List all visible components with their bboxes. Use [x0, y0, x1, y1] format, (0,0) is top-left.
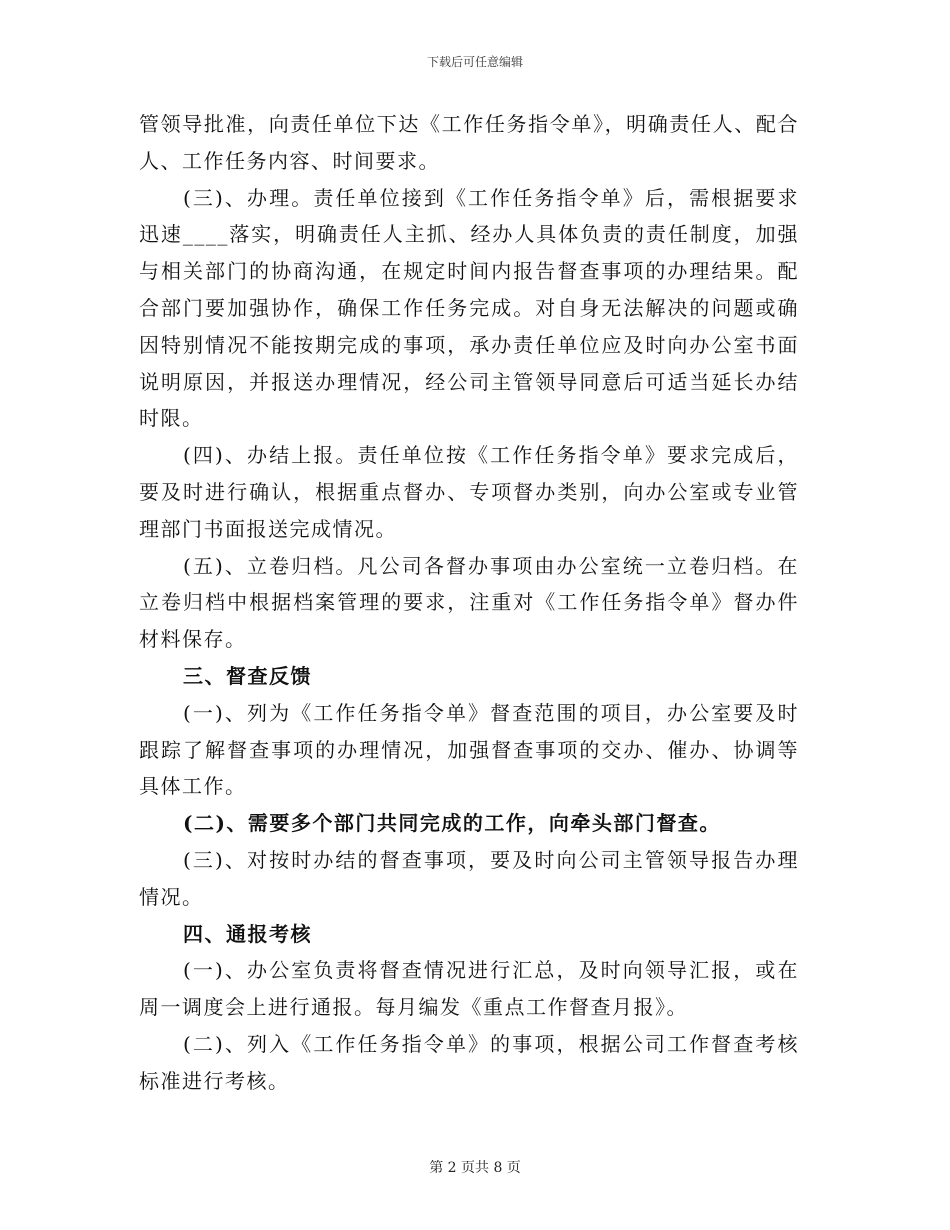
paragraph-completion-report: (四)、办结上报。责任单位按《工作任务指令单》要求完成后，要及时进行确认，根据重点督办、专项督办类别，向办公室或专业管理部门书面报送完成情况。: [139, 443, 799, 541]
section-heading-supervision-feedback: 三、督查反馈: [183, 663, 312, 688]
paragraph-archiving: (五)、立卷归档。凡公司各督办事项由办公室统一立卷归档。在立卷归档中根据档案管理的要求，注重对《工作任务指令单》督办件材料保存。: [139, 553, 799, 652]
paragraph-continuation: 管领导批准，向责任单位下达《工作任务指令单》，明确责任人、配合人、工作任务内容、时间要求。: [139, 112, 799, 173]
page-number: 第 2 页共 8 页: [429, 1160, 521, 1176]
paragraph-feedback-1: (一)、列为《工作任务指令单》督查范围的项目，办公室要及时跟踪了解督查事项的办理情况，加强督查事项的交办、催办、协调等具体工作。: [139, 700, 799, 799]
paragraph-feedback-3: (三)、对按时办结的督查事项，要及时向公司主管领导报告办理情况。: [139, 847, 799, 909]
paragraph-assessment-1: (一)、办公室负责将督查情况进行汇总，及时向领导汇报，或在周一调度会上进行通报。每月编发《重点工作督查月报》。: [139, 958, 799, 1020]
paragraph-feedback-2: (二)、需要多个部门共同完成的工作，向牵头部门督查。: [183, 811, 721, 836]
section-heading-notification-assessment: 四、通报考核: [183, 921, 312, 946]
paragraph-assessment-2: (二)、列入《工作任务指令单》的事项，根据公司工作督查考核标准进行考核。: [139, 1031, 799, 1093]
page-header: 下载后可任意编辑: [426, 55, 523, 69]
paragraph-handling: (三)、办理。责任单位接到《工作任务指令单》后，需根据要求迅速____落实，明确责任人主抓、经办人具体负责的责任制度，加强与相关部门的协商沟通，在规定时间内报告督查事项的办理结果。配合部门要加强协作，确保工作任务完成。对自身无法解决的问题或确因特别情况不能按期完成的事项，承办责任单位应及时向办公室书面说明原因，并报送办理情况，经公司主管领导同意后可适当延长办结时限。: [139, 185, 799, 431]
document-body: [139, 106, 799, 1100]
